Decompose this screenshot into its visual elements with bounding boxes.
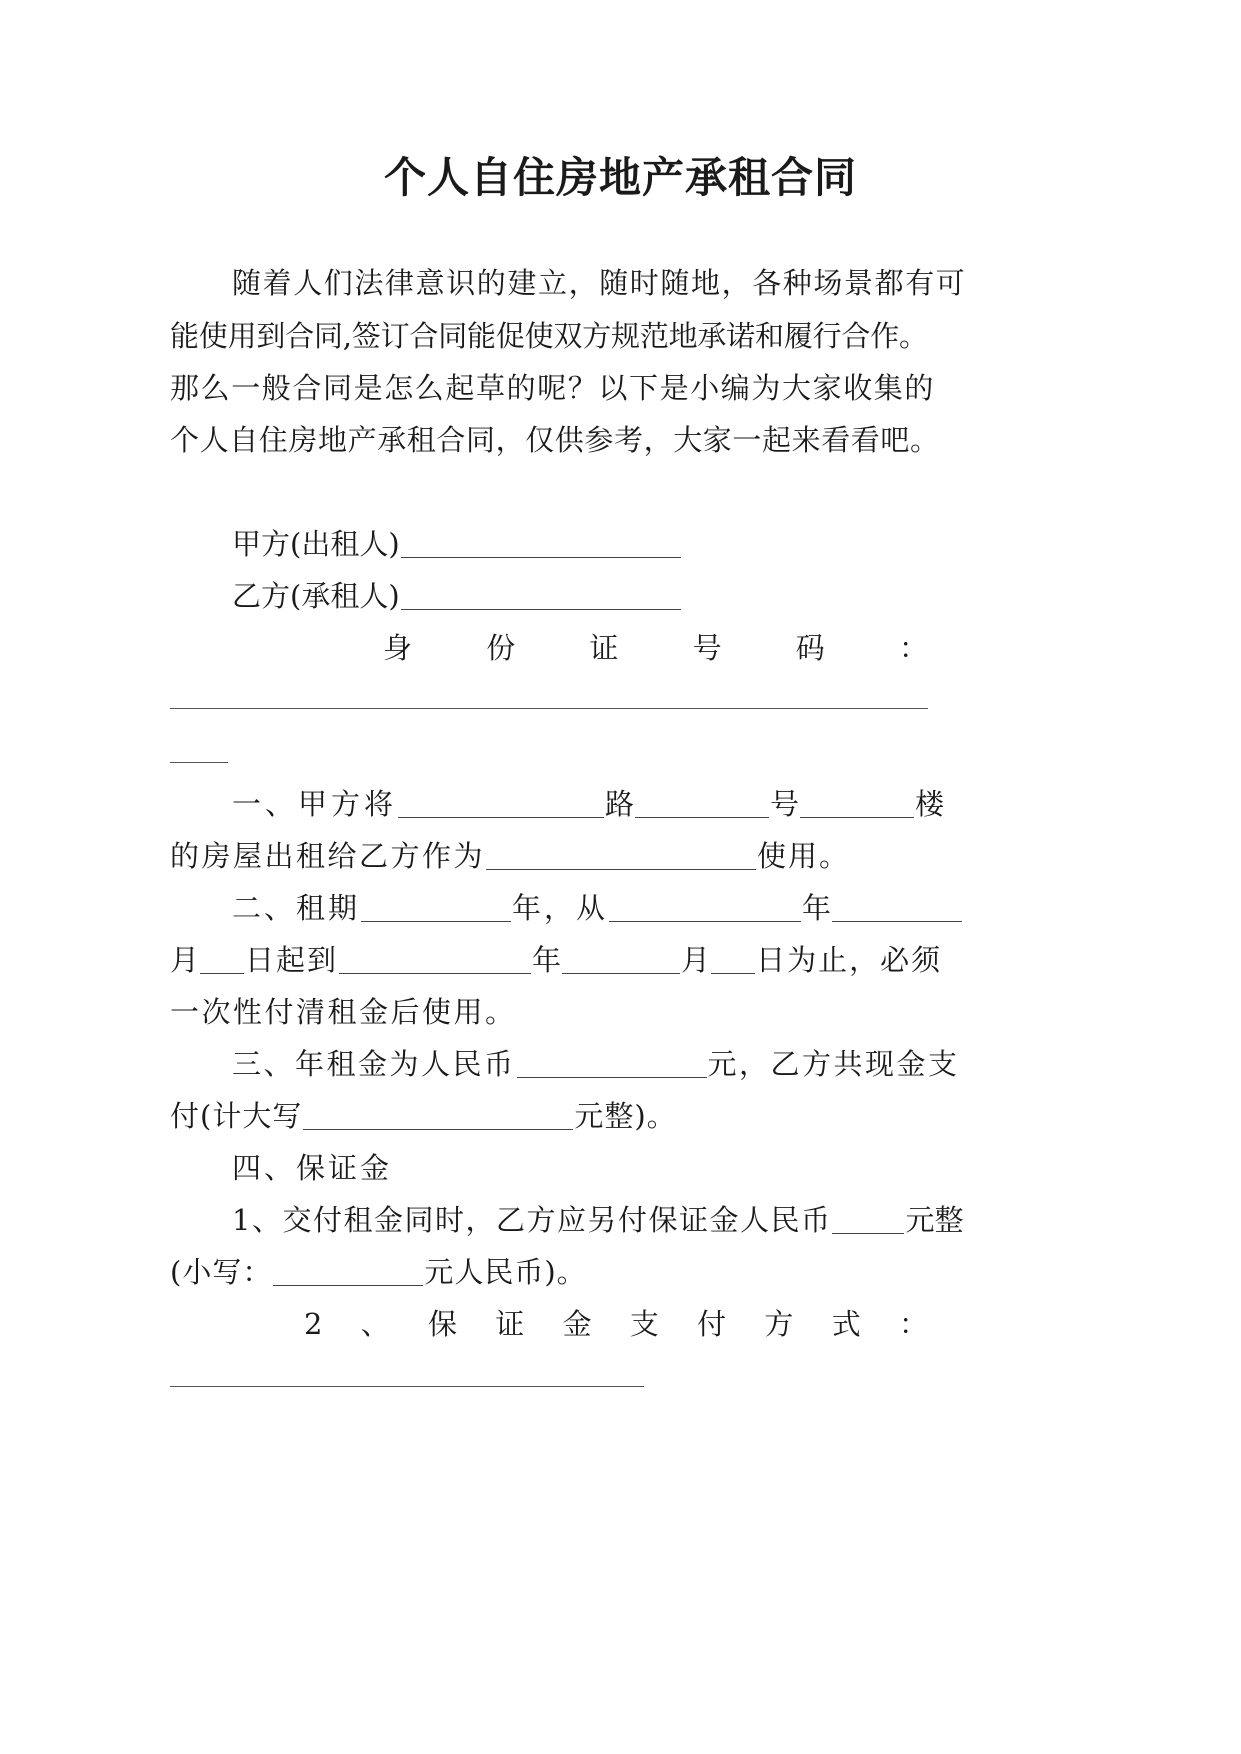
- clause-4-heading: [232, 1148, 392, 1188]
- intro-line-2-text: 能使用到合同,签订合同能促使双方规范地承诺和履行合作。: [170, 319, 928, 353]
- party-a-label: 甲方(出租人): [232, 527, 400, 561]
- id-number-blank-2[interactable]: [170, 762, 228, 763]
- intro-line-4: [170, 420, 960, 460]
- clause-3-rent-blank[interactable]: [517, 1051, 707, 1078]
- clause-3-line-2: [170, 1096, 677, 1136]
- clause-1-d: 楼: [915, 787, 945, 821]
- clause-1-use-blank[interactable]: [486, 843, 756, 870]
- party-b-label: 乙方(承租人): [232, 579, 400, 613]
- clause-1-f: 使用。: [757, 839, 851, 873]
- clause-1-number-blank[interactable]: [635, 791, 769, 818]
- intro-line-1: [232, 263, 967, 303]
- clause-3-c: 付(计大写: [170, 1099, 303, 1133]
- clause-2-start-month-blank[interactable]: [832, 895, 962, 922]
- id-char-5: 码: [795, 631, 825, 665]
- clause-2-c: 年: [802, 891, 832, 925]
- party-a-blank[interactable]: [401, 531, 681, 558]
- clause-4-heading-text: 四、保证金: [232, 1151, 393, 1185]
- clause-2-d: 月: [170, 943, 200, 977]
- clause-2-start-day-blank[interactable]: [200, 947, 244, 974]
- clause-2-h: 日为止，必须: [756, 943, 943, 977]
- clause-4-lowercase-blank[interactable]: [273, 1259, 423, 1286]
- clause-4-d: 元人民币)。: [424, 1255, 587, 1289]
- clause-4-deposit-blank[interactable]: [832, 1207, 904, 1234]
- method-char-1: 2: [304, 1307, 323, 1341]
- clause-3-a: 三、年租金为人民币: [232, 1047, 516, 1081]
- method-char-4: 证: [495, 1307, 525, 1341]
- clause-1-building-blank[interactable]: [800, 791, 914, 818]
- clause-4-method-blank[interactable]: [170, 1386, 644, 1387]
- method-char-10: ：: [898, 1307, 928, 1341]
- clause-2-a: 二、租期: [232, 891, 361, 925]
- clause-1-line-1: [232, 784, 944, 824]
- method-char-3: 保: [428, 1307, 458, 1341]
- clause-1-a: 一、甲方将: [232, 787, 398, 821]
- intro-line-4-text: 个人自住房地产承租合同，仅供参考，大家一起来看看吧。: [170, 423, 940, 457]
- id-char-6: ：: [898, 631, 928, 665]
- clause-2-b: 年，从: [512, 891, 609, 925]
- clause-4-c: (小写：: [170, 1255, 273, 1289]
- clause-4-a: 1、交付租金同时，乙方应另付保证金人民币: [232, 1203, 832, 1237]
- id-char-2: 份: [486, 631, 516, 665]
- intro-line-1-text: 随着人们法律意识的建立，随时随地，各种场景都有可: [232, 266, 967, 300]
- clause-2-years-blank[interactable]: [361, 895, 511, 922]
- clause-3-d: 元整)。: [574, 1099, 677, 1133]
- clause-4-line-1: [232, 1200, 963, 1240]
- intro-line-3: [170, 368, 938, 408]
- clause-3-capital-blank[interactable]: [303, 1103, 573, 1130]
- clause-1-c: 号: [770, 787, 800, 821]
- clause-2-e: 日起到: [245, 943, 339, 977]
- id-number-blank-1[interactable]: [170, 708, 928, 709]
- method-char-6: 支: [629, 1307, 659, 1341]
- id-char-4: 号: [692, 631, 722, 665]
- clause-2-line-1: [232, 888, 963, 928]
- id-number-label: [383, 628, 928, 668]
- clause-1-road-blank[interactable]: [398, 791, 604, 818]
- id-char-3: 证: [589, 631, 619, 665]
- clause-2-end-year-blank[interactable]: [339, 947, 531, 974]
- clause-4-method-label: [304, 1304, 928, 1344]
- clause-2-start-year-blank[interactable]: [609, 895, 801, 922]
- method-char-7: 付: [697, 1307, 727, 1341]
- id-char-1: 身: [383, 631, 413, 665]
- clause-2-end-day-blank[interactable]: [711, 947, 755, 974]
- clause-3-line-1: [232, 1044, 960, 1084]
- intro-line-3-text: 那么一般合同是怎么起草的呢？以下是小编为大家收集的: [170, 371, 936, 405]
- clause-1-line-2: [170, 836, 850, 876]
- method-char-2: 、: [360, 1307, 390, 1341]
- clause-2-i: 一次性付清租金后使用。: [170, 995, 517, 1029]
- method-char-9: 式: [831, 1307, 861, 1341]
- party-a-line: [232, 524, 682, 564]
- clause-1-e: 的房屋出租给乙方作为: [170, 839, 486, 873]
- party-b-blank[interactable]: [401, 583, 681, 610]
- party-b-line: [232, 576, 682, 616]
- method-char-5: 金: [562, 1307, 592, 1341]
- document-title: 个人自住房地产承租合同: [383, 153, 857, 202]
- clause-2-line-2: [170, 940, 942, 980]
- clause-4-line-2: [170, 1252, 587, 1292]
- clause-4-b: 元整: [905, 1203, 964, 1237]
- clause-2-f: 年: [532, 943, 562, 977]
- clause-2-end-month-blank[interactable]: [562, 947, 680, 974]
- clause-3-b: 元，乙方共现金支: [707, 1047, 960, 1081]
- clause-2-g: 月: [681, 943, 711, 977]
- clause-2-line-3: [170, 992, 517, 1032]
- intro-line-2: [170, 316, 942, 356]
- method-char-8: 方: [764, 1307, 794, 1341]
- clause-1-b: 路: [605, 787, 635, 821]
